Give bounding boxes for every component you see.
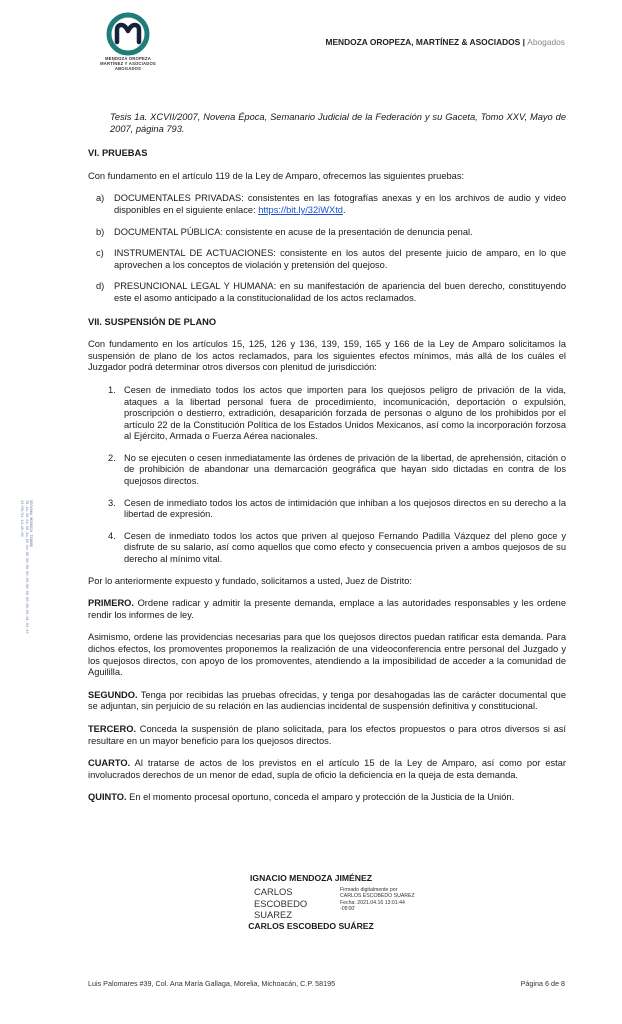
petition-text: Conceda la suspensión de plano solicitada, para los efectos propuestos o para otros diversos si así resultare en un mayor beneficio para los quejosos directos. xyxy=(88,723,566,746)
petition-segundo xyxy=(88,690,566,713)
petition-primero xyxy=(88,598,566,621)
side-stamp xyxy=(19,500,32,640)
petition-tercero xyxy=(88,724,566,747)
signatory-name-2: CARLOS ESCOBEDO SUÁREZ xyxy=(248,921,374,931)
petition-asimismo: Asimismo, ordene las providencias necesarias para que los quejosos directos puedan ratificar esta demanda. Para dichos efectos, los promoventes proponemos la realización de una videoconferencia entre personal del Juzgado y los quejosos directos, con apoyo de los promoventes, atendiendo a la imposibilidad de acceder a la comunidad de Aguililla. xyxy=(88,632,566,678)
list-item xyxy=(88,531,566,566)
side-stamp-text xyxy=(19,500,32,634)
list-marker: 3. xyxy=(108,497,116,508)
pruebas-intro: Con fundamento en el artículo 119 de la Ley de Amparo, ofrecemos las siguientes pruebas: xyxy=(88,170,465,181)
list-text: INSTRUMENTAL DE ACTUACIONES: consistente en los autos del presente juicio de amparo, en lo que aprovechen a los conceptos de violación y pretensión del quejoso. xyxy=(114,248,566,270)
signature-digital-line: Firmado digitalmente por xyxy=(340,887,398,893)
petition-text: En el momento procesal oportuno, conceda el amparo y protección de la Justicia de la Unión. xyxy=(126,792,515,803)
petition-label: TERCERO. xyxy=(88,723,137,734)
logo-text-line: ABOGADOS xyxy=(114,66,142,71)
list-item xyxy=(88,498,566,521)
list-marker: a) xyxy=(96,193,105,204)
list-marker: 4. xyxy=(108,530,116,541)
list-marker: 1. xyxy=(108,384,116,395)
petition-text: Al tratarse de actos de los previstos en el artículo 15 de la Ley de Amparo, así como por estar involucrados derechos de un menor de edad, supla de oficio la deficiencia en la queja de esta demanda. xyxy=(88,758,566,780)
section-heading-pruebas: VI. PRUEBAS xyxy=(88,148,148,159)
list-marker: c) xyxy=(96,248,104,259)
section-heading-suspension: VII. SUSPENSIÓN DE PLANO xyxy=(88,316,217,327)
digital-signature xyxy=(254,886,454,920)
list-item xyxy=(88,227,566,239)
signature-digital-info xyxy=(340,887,455,912)
suspension-intro: Con fundamento en los artículos 15, 125, 126 y 136, 139, 159, 165 y 166 de la Ley de Amparo solicitamos la suspensión de plano de los actos reclamados, para los siguientes efectos mínimos, más allá de los cuáles el Juzgador podrá determinar otros diversos con plenitud de jurisdicción: xyxy=(88,339,566,373)
list-item xyxy=(88,385,566,443)
list-text: No se ejecuten o cesen inmediatamente las órdenes de privación de la libertad, de aprehensión, citación o de prohibición de abandonar una demarcación geográfica que hayan sido dictadas en contra de los quejosos directos. xyxy=(124,452,566,487)
firm-logo xyxy=(98,12,158,71)
list-item xyxy=(88,453,566,488)
list-text xyxy=(114,193,566,216)
list-marker: b) xyxy=(96,226,105,237)
list-item xyxy=(88,281,566,304)
list-text: Cesen de inmediato todos los actos que priven al quejoso Fernando Padilla Vázquez del pleno goce y disfrute de su salario, así como aquellos que como efecto y consecuencia priven a ambos quejosos de su derecho al mínimo vital. xyxy=(124,530,566,565)
header-separator: | xyxy=(522,37,525,47)
logo-text-line: MARTÍNEZ Y ASOCIADOS xyxy=(100,61,156,66)
logo-text-line: MENDOZA OROPEZA xyxy=(105,56,151,61)
firm-name: MENDOZA OROPEZA, MARTÍNEZ & ASOCIADOS xyxy=(325,37,521,47)
petition-label: SEGUNDO. xyxy=(88,689,138,700)
list-item xyxy=(88,248,566,271)
petition-cuarto xyxy=(88,758,566,781)
list-item xyxy=(88,193,566,216)
document-body xyxy=(88,112,566,815)
logo-mark-icon xyxy=(106,12,150,56)
side-stamp-line: 70.6a.66.6e.66.6a.65.6e.00.00.00.00.00.00.00.00.00.00.01.03.e7 xyxy=(23,500,28,634)
signature-handname: CARLOS ESCOBEDO SUAREZ xyxy=(254,886,308,920)
thesis-citation: Tesis 1a. XCVII/2007, Novena Época, Semanario Judicial de la Federación y su Gaceta, Tomo XXV, Mayo de 2007, página 793. xyxy=(110,112,566,134)
list-marker: 2. xyxy=(108,452,116,463)
page-number: Página 6 de 8 xyxy=(520,979,565,988)
header-firm-name xyxy=(325,37,565,47)
signature-digital-line: Fecha: 2021.04.16 13:01:44 xyxy=(340,899,405,906)
signature-digital-line: -05'00' xyxy=(340,905,356,912)
firm-subtitle: Abogados xyxy=(527,37,565,47)
petition-text: Ordene radicar y admitir la presente demanda, emplace a las autoridades responsables y les ordene rendir los informes de ley. xyxy=(88,598,566,620)
signatory-name-1: IGNACIO MENDOZA JIMÉNEZ xyxy=(250,873,372,883)
list-text: Cesen de inmediato todos los actos que importen para los quejosos peligro de privación de la vida, ataques a la libertad personal fuera de procedimiento, incomunicación, deportación o expulsión, proscripción o destierro, extradición, desaparición forzada de personas o alguno de los prohibidos por el artículo 22 de la Constitución Política de los Estados Unidos Mexicanos, así como la incorporación forzosa al Ejército, Armada o Fuerza Aérea nacionales. xyxy=(124,384,566,442)
list-marker: d) xyxy=(96,281,105,292)
list-text: PRESUNCIONAL LEGAL Y HUMANA: en su manifestación de apariencia del buen derecho, constituyendo este el asomo anticipado a la constitucionalidad de los actos reclamados. xyxy=(114,281,566,303)
petition-text: Tenga por recibidas las pruebas ofrecidas, y tenga por desahogadas las de carácter documental que se adjuntan, sin perjuicio de su relación en las audiencias incidental de suspensión definitiva y constitucional. xyxy=(88,689,566,712)
side-stamp-line: GEOVANA MENDOZA TENDRE xyxy=(28,500,32,548)
side-stamp-line: 13/05/21 13:16:30 xyxy=(19,500,24,537)
petition-quinto xyxy=(88,792,566,804)
petition-label: CUARTO. xyxy=(88,758,131,769)
list-text: DOCUMENTAL PÚBLICA: consistente en acuse de la presentación de denuncia penal. xyxy=(114,226,473,237)
closing-intro: Por lo anteriormente expuesto y fundado, solicitamos a usted, Juez de Distrito: xyxy=(88,575,413,586)
list-text-end: . xyxy=(342,204,346,215)
footer-address: Luis Palomares #39, Col. Ana María Gallaga, Morelia, Michoacán, C.P. 58195 xyxy=(88,979,336,988)
petition-label: QUINTO. xyxy=(88,792,127,803)
list-text: Cesen de inmediato todos los actos de intimidación que inhiban a los quejosos directos en su derecho a la libertad de expresión. xyxy=(124,497,566,520)
petition-label: PRIMERO. xyxy=(88,598,134,609)
evidence-link[interactable]: https://bit.ly/32iWXtd xyxy=(258,204,343,215)
list-text-part: DOCUMENTALES PRIVADAS: consistentes en las fotografías anexas y en los archivos de audio y video disponibles en el siguiente enlace: xyxy=(114,193,566,215)
signature-digital-line: CARLOS ESCOBEDO SUAREZ xyxy=(340,893,415,900)
